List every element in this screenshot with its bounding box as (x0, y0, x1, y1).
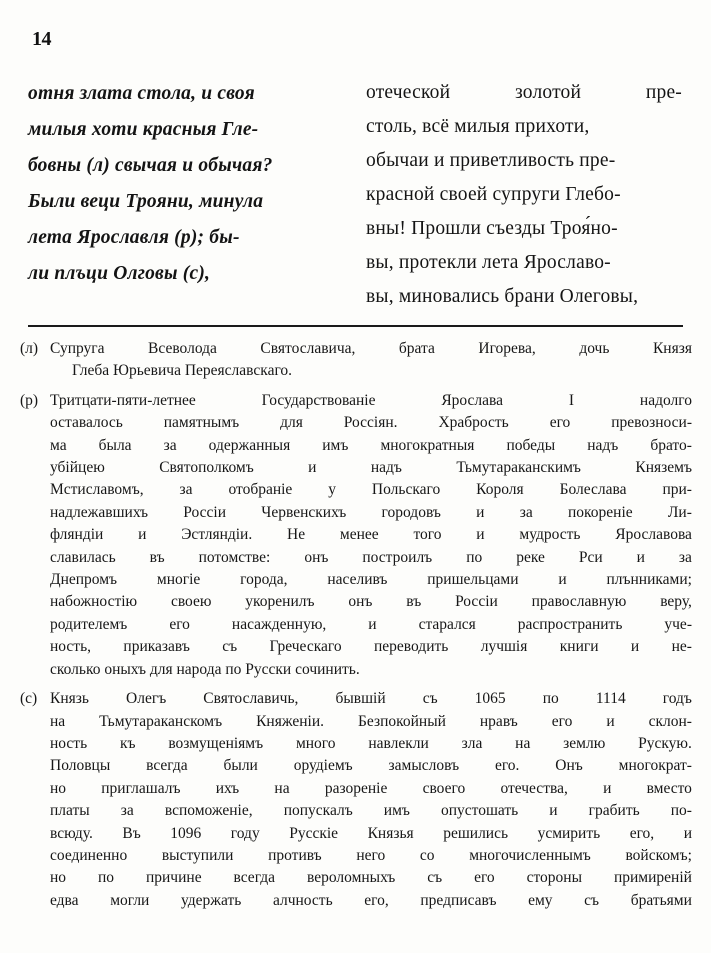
footnote-line: Тритцати-пяти-летнее Государствованiе Ярослава I надолго (50, 391, 692, 409)
footnote-line: надлежавшихъ Россiи Червенскихъ городовъ и за покоренiе Ли- (50, 503, 692, 521)
footnote-marker: (с) (20, 690, 38, 708)
footnotes-section (20, 338, 692, 919)
footnote-line: ма была за одержанныя имъ многократныя победы надъ брато- (50, 436, 692, 454)
footnote-line: платы за вспоможенiе, попускалъ имъ опустошать и грабить по- (50, 802, 692, 820)
footnote-line: соединенно выступили противъ него со многочисленнымъ войскомъ; (50, 846, 692, 864)
footnote-line: сколько оныхъ для народа по Русски сочинить. (50, 660, 360, 678)
footnote-line: едва могли удержать алчность его, предписавъ ему съ братьями (50, 891, 692, 909)
footnote-line: Днепромъ многiе города, населивъ пришельцами и плънниками; (50, 571, 692, 589)
footnote-marker: (р) (20, 391, 39, 409)
verse-line: вы, протекли лета Ярославо- (366, 252, 611, 273)
footnote-item (20, 338, 692, 383)
verse-line: отеческой золотой пре- (366, 82, 682, 103)
footnote-marker: (л) (20, 340, 39, 357)
footnote-line: фляндiи и Эстляндiи. Не менее того и мудрость Ярославова (50, 526, 692, 544)
verse-column-modern-russian (366, 76, 682, 316)
footnote-line: оставалось памятнымъ для Россiян. Храбрость его превозноси- (50, 414, 692, 432)
verse-two-column-area (28, 76, 683, 316)
footnote-separator-rule (28, 325, 683, 327)
footnote-body (50, 688, 692, 912)
footnote-line: на Тьмутараканскомъ Княженiи. Безпокойный нравъ его и склон- (50, 712, 692, 730)
footnote-body (50, 390, 692, 681)
footnote-line: родителемъ его насажденную, и старался распространить уче- (50, 615, 692, 633)
footnote-line: славилась въ потомстве: онъ построилъ по реке Рси и за (50, 548, 692, 566)
verse-column-old-slavonic (28, 76, 344, 316)
verse-line: Были веци Трояни, минула (28, 191, 264, 212)
verse-line: красной своей супруги Глебо- (366, 184, 621, 205)
footnote-line: набожностiю своею укоренилъ онъ въ Россiи православную веру, (50, 593, 692, 611)
footnote-line: Половцы всегда были орудiемъ замысловъ его. Онъ многократ- (50, 757, 692, 775)
footnote-item (20, 390, 692, 681)
verse-line: бовны (л) свычая и обычая? (28, 155, 273, 176)
footnote-line: ность къ возмущенiямъ много навлекли зла на землю Рускую. (50, 734, 692, 752)
footnote-line: Супруга Всеволода Святославича, брата Игорева, дочь Князя (50, 340, 692, 357)
footnote-line: ность, приказавъ съ Греческаго переводить лучшiя книги и не- (50, 638, 692, 656)
verse-line: милыя хоти красныя Гле- (28, 119, 259, 140)
footnote-body (50, 338, 692, 383)
footnote-line: Мстиславомъ, за отобранiе у Польскаго Короля Болеслава при- (50, 481, 692, 499)
verse-line: столь, всё милыя прихоти, (366, 116, 590, 137)
verse-line: обычаи и приветливость пре- (366, 150, 616, 171)
footnote-line: убiйцею Святополкомъ и надъ Тьмутараканскимъ Княземъ (50, 459, 692, 477)
footnote-line: но приглашалъ ихъ на разоренiе своего отечества, и вместо (50, 779, 692, 797)
footnote-item (20, 688, 692, 912)
verse-line: лета Ярославля (р); бы- (28, 227, 240, 248)
verse-line: ли плъци Олговы (с), (28, 263, 211, 284)
footnote-line: Глеба Юрьевича Переяславскаго. (72, 362, 293, 380)
verse-line: вы, миновались брани Олеговы, (366, 286, 639, 307)
verse-line: вны! Прошли съезды Троя́но- (366, 218, 618, 239)
footnote-line: но по причине всегда вероломныхъ съ его стороны примиренiй (50, 869, 692, 887)
footnote-line: всюду. Въ 1096 году Русскiе Князья решились усмирить его, и (50, 824, 692, 842)
verse-line: отня злата стола, и своя (28, 83, 255, 104)
page-number: 14 (32, 28, 51, 50)
footnote-line: Князь Олегъ Святославичь, бывшiй съ 1065 по 1114 годъ (50, 690, 692, 708)
